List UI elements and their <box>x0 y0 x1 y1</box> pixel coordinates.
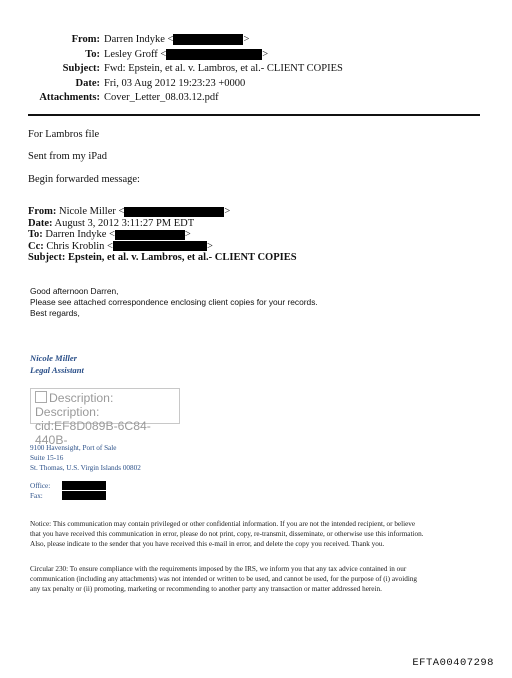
fwd-cc-label: Cc: <box>28 240 44 252</box>
fwd-subject-value: Epstein, et al. v. Lambros, et al.- CLIENT COPIES <box>67 252 297 264</box>
header-to-label: To: <box>85 48 100 60</box>
notice-line-3: Also, please indicate to the sender that you have received this e-mail in error, and delete the copy you received. Thank you. <box>30 540 385 548</box>
circular-line-1: Circular 230: To ensure compliance with the requirements imposed by the IRS, we inform you that any tax advice contained in our <box>30 565 407 573</box>
header-from-text: Darren Indyke < <box>104 34 174 45</box>
document-id: EFTA00407298 <box>412 657 494 669</box>
header-date-row <box>0 77 512 92</box>
fwd-subject-label: Subject: <box>28 252 66 264</box>
close-bracket: > <box>206 240 213 252</box>
close-bracket: > <box>243 34 250 45</box>
message-text: Please see attached correspondence enclosing client copies for your records. <box>30 297 318 307</box>
signature-title: Legal Assistant <box>30 365 84 375</box>
header-subject-value: Fwd: Epstein, et al. v. Lambros, et al.- CLIENT COPIES <box>104 63 343 75</box>
office-redaction <box>62 481 106 490</box>
fwd-date-label: Date: <box>28 217 53 229</box>
forwarded-header <box>28 206 297 264</box>
header-attachments-value[interactable]: Cover_Letter_08.03.12.pdf <box>104 92 219 104</box>
header-attachments-row <box>0 91 512 106</box>
header-to-row <box>0 48 512 63</box>
redaction-bar <box>173 34 243 45</box>
close-bracket: > <box>224 206 231 217</box>
close-bracket: > <box>262 48 269 60</box>
fwd-to-value: Darren Indyke < <box>45 229 115 241</box>
image-alt-line2: cid:EF8D089B-6C84-440B- <box>35 419 151 447</box>
office-row <box>30 481 50 491</box>
notice-line-1: Notice: This communication may contain privileged or other confidential information. If you are not the intended recipient, or believe <box>30 520 416 528</box>
close-bracket: > <box>184 229 191 241</box>
notice-line-2: that you have received this communication in error, please do not print, copy, re-transmit, disseminate, or otherwise use this information. <box>30 530 424 538</box>
header-date-value: Fri, 03 Aug 2012 19:23:23 +0000 <box>104 77 246 89</box>
fax-label: Fax: <box>30 492 43 500</box>
address-line-2: Suite 15-16 <box>30 454 64 462</box>
fwd-from-row <box>28 206 297 218</box>
fwd-from-label: From: <box>28 206 57 217</box>
message-closing: Best regards, <box>30 308 80 318</box>
header-attachments-label: Attachments: <box>39 92 100 104</box>
circular-line-3: any tax penalty or (ii) promoting, marketing or recommending to another party any transaction or matter addressed herein. <box>30 585 382 593</box>
header-to-value <box>104 48 268 63</box>
image-alt-text-1: Description: Description: <box>35 391 114 419</box>
fwd-subject-row <box>28 252 297 264</box>
fax-redaction <box>62 491 106 500</box>
header-from-label: From: <box>71 34 100 45</box>
redaction-bar <box>124 207 224 217</box>
fwd-date-value: August 3, 2012 3:11:27 PM EDT <box>54 217 195 229</box>
header-from-row <box>0 33 512 48</box>
fwd-from-value: Nicole Miller < <box>59 206 125 217</box>
body-line-forwarded: Begin forwarded message: <box>28 174 140 185</box>
address-line-3: St. Thomas, U.S. Virgin Islands 00802 <box>30 464 141 472</box>
header-date-label: Date: <box>75 77 100 89</box>
redaction-bar <box>166 49 262 60</box>
broken-image-icon <box>35 391 47 403</box>
header-from-value <box>104 33 249 48</box>
header-subject-label: Subject: <box>62 63 100 75</box>
header-to-text: Lesley Groff < <box>104 48 167 60</box>
image-alt-line1 <box>35 391 179 419</box>
signature-image-placeholder <box>30 388 180 447</box>
fwd-to-label: To: <box>28 229 43 241</box>
fwd-cc-row <box>28 241 297 253</box>
email-header <box>0 33 512 106</box>
fax-row <box>30 491 43 501</box>
header-divider <box>28 114 480 116</box>
message-greeting: Good afternoon Darren, <box>30 286 119 296</box>
redaction-bar <box>115 230 185 240</box>
fwd-date-row <box>28 218 297 230</box>
office-label: Office: <box>30 482 51 490</box>
circular-line-2: communication (including any attachments) was not intended or written to be used, and cannot be used, for the purpose of (i) avoiding <box>30 575 418 583</box>
signature-name: Nicole Miller <box>30 353 78 363</box>
header-subject-row <box>0 62 512 77</box>
fwd-to-row <box>28 229 297 241</box>
body-line-ipad: Sent from my iPad <box>28 151 108 162</box>
body-line-lambros: For Lambros file <box>28 129 100 140</box>
fwd-cc-value: Chris Kroblin < <box>46 240 113 252</box>
redaction-bar <box>113 241 207 251</box>
address-line-1: 9100 Havensight, Port of Sale <box>30 444 117 452</box>
